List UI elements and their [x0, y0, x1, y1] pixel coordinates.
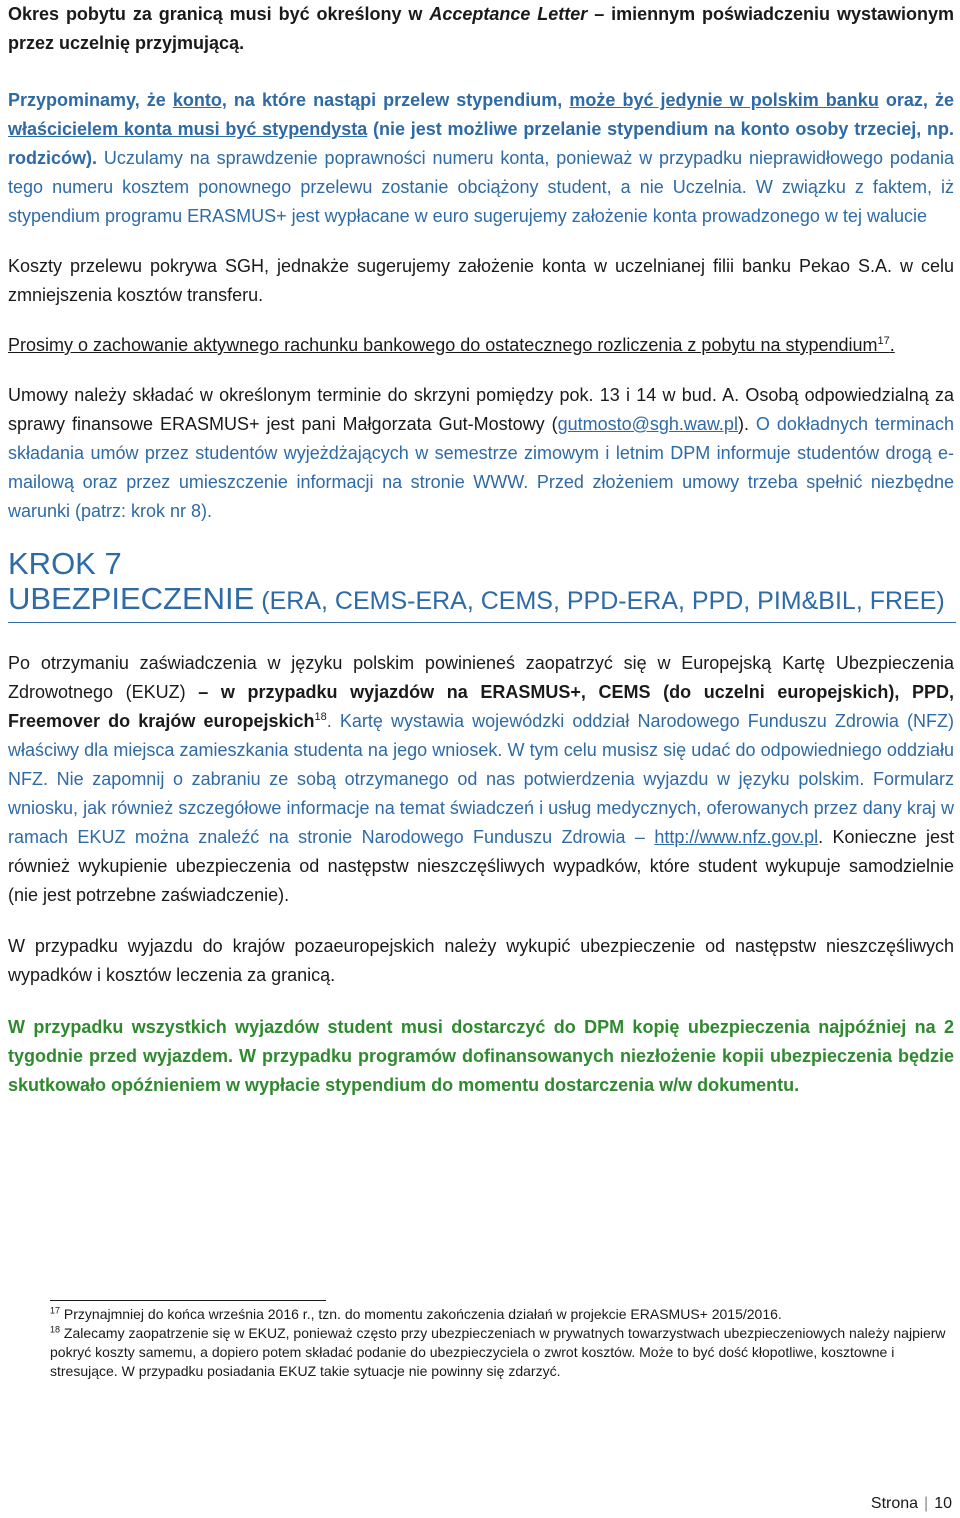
ekuz-paragraph: Po otrzymaniu zaświadczenia w języku polskim powinieneś zaopatrzyć się w Europejską Kartę Ubezpieczenia Zdrowotnego (EKUZ) – w przypadku wyjazdów na ERASMUS+, CEMS (do uczelni europejskich), PPD, Freemover do krajów europejskich$^{18}$. Kartę wystawia wojewódzki oddział Narodowego Funduszu Zdrowia (NFZ) właściwy dla miejsca zamieszkania studenta na jego wniosek. W tym celu musisz się udać do odpowiedniego oddziału NFZ. Nie zapomnij o zabraniu ze sobą otrzymanego od nas potwierdzenia wyjazdu w języku polskim. Formularz wniosku, jak również szczegółowe informacje na temat świadczeń i usług medycznych, oferowanych przez dany kraj w ramach EKUZ można znaleźć na stronie Narodowego Funduszu Zdrowia – http://www.nfz.gov.pl. Konieczne jest również wykupienie ubezpieczenia od następstw nieszczęśliwych wypadków, które student wykupuje samodzielnie (nie jest potrzebne zaświadczenie). [8, 653, 955, 905]
contracts-paragraph: Umowy należy składać w określonym terminie do skrzyni pomiędzy pok. 13 i 14 w bud. A. Osobą odpowiedzialną za sprawy finansowe ERASMUS+ jest pani Małgorzata Gut-Mostowy (gutmosto@sgh.waw.pl). O dokładnych terminach składania umów przez studentów wyjeżdżających w semestrze zimowym i letnim DPM informuje studentów drogą e-mailową oraz przez umieszczenie informacji na stronie WWW. Przed złożeniem umowy trzeba spełnić niezbędne warunki (patrz: krok nr 8). [8, 385, 954, 521]
footnote-17: $^{17}$ Przynajmniej do końca września 2016 r., tzn. do momentu zakończenia działań w projekcie ERASMUS+ 2015/2016. [50, 1305, 782, 1322]
footnote-divider [50, 1300, 326, 1301]
program-list: (ERA, CEMS-ERA, CEMS, PPD-ERA, PPD, PIM&BIL, FREE) [254, 587, 945, 615]
insurance-deadline-notice: W przypadku wszystkich wyjazdów student musi dostarczyć do DPM kopię ubezpieczenia najpóźniej na 2 tygodnie przed wyjazdem. W przypadku programów dofinansowanych niezłożenie kopii ubezpieczenia będzie skutkowało opóźnieniem w wypłacie stypendium do momentu dostarczenia w/w dokumentu. [8, 1017, 954, 1095]
email-link[interactable]: gutmosto@sgh.waw.pl [557, 414, 738, 434]
footnote-18: $^{18}$ Zalecamy zaopatrzenie się w EKUZ, ponieważ często przy ubezpieczeniach w prywatnych towarzystwach ubezpieczeniowych należy najpierw pokryć koszty samemu, a dopiero potem składać podanie do ubezpieczyciela o zwrot kosztów. Może to być dość kłopotliwe, kosztowne i stresujące. W przypadku posiadania EKUZ takie sytuacje nie powinny się zdarzyć. [50, 1324, 946, 1379]
acceptance-letter-paragraph: Okres pobytu za granicą musi być określony w Acceptance Letter – imiennym poświadczeniu wystawionym przez uczelnię przyjmującą. [8, 4, 954, 53]
section-title: UBEZPIECZENIE [8, 581, 255, 616]
document-page [8, 0, 954, 1100]
transfer-cost-paragraph: Koszty przelewu pokrywa SGH, jednakże sugerujemy założenie konta w uczelnianej filii banku Pekao S.A. w celu zmniejszenia kosztów transferu. [8, 256, 954, 305]
step-number: KROK 7 [8, 546, 122, 581]
acceptance-letter-term: Acceptance Letter [429, 4, 588, 24]
non-european-paragraph: W przypadku wyjazdu do krajów pozaeuropejskich należy wykupić ubezpieczenie od następstw nieszczęśliwych wypadków i kosztów leczenia za granicą. [8, 936, 954, 985]
footnote-ref-17[interactable]: 17 [877, 335, 890, 347]
page-number: Strona | 10 [870, 1495, 952, 1512]
section-heading [8, 546, 956, 623]
footnote-ref-18[interactable]: 18 [314, 711, 327, 723]
bank-account-paragraph: Przypominamy, że konto, na które nastąpi przelew stypendium, może być jedynie w polskim banku oraz, że właścicielem konta musi być stypendysta (nie jest możliwe przelanie stypendium na konto osoby trzeciej, np. rodziców). Uczulamy na sprawdzenie poprawności numeru konta, ponieważ w przypadku nieprawidłowego podania tego numeru kosztem ponownego przelewu zostanie obciążony student, a nie Uczelnia. W związku z faktem, iż stypendium programu ERASMUS+ jest wypłacane w euro sugerujemy założenie konta prowadzonego w tej walucie [8, 90, 954, 226]
footnotes [50, 1305, 946, 1381]
keep-account-paragraph: Prosimy o zachowanie aktywnego rachunku bankowego do ostatecznego rozliczenia z pobytu na stypendium$^{17}$. [8, 335, 895, 355]
nfz-link[interactable]: http://www.nfz.gov.pl [654, 827, 819, 847]
